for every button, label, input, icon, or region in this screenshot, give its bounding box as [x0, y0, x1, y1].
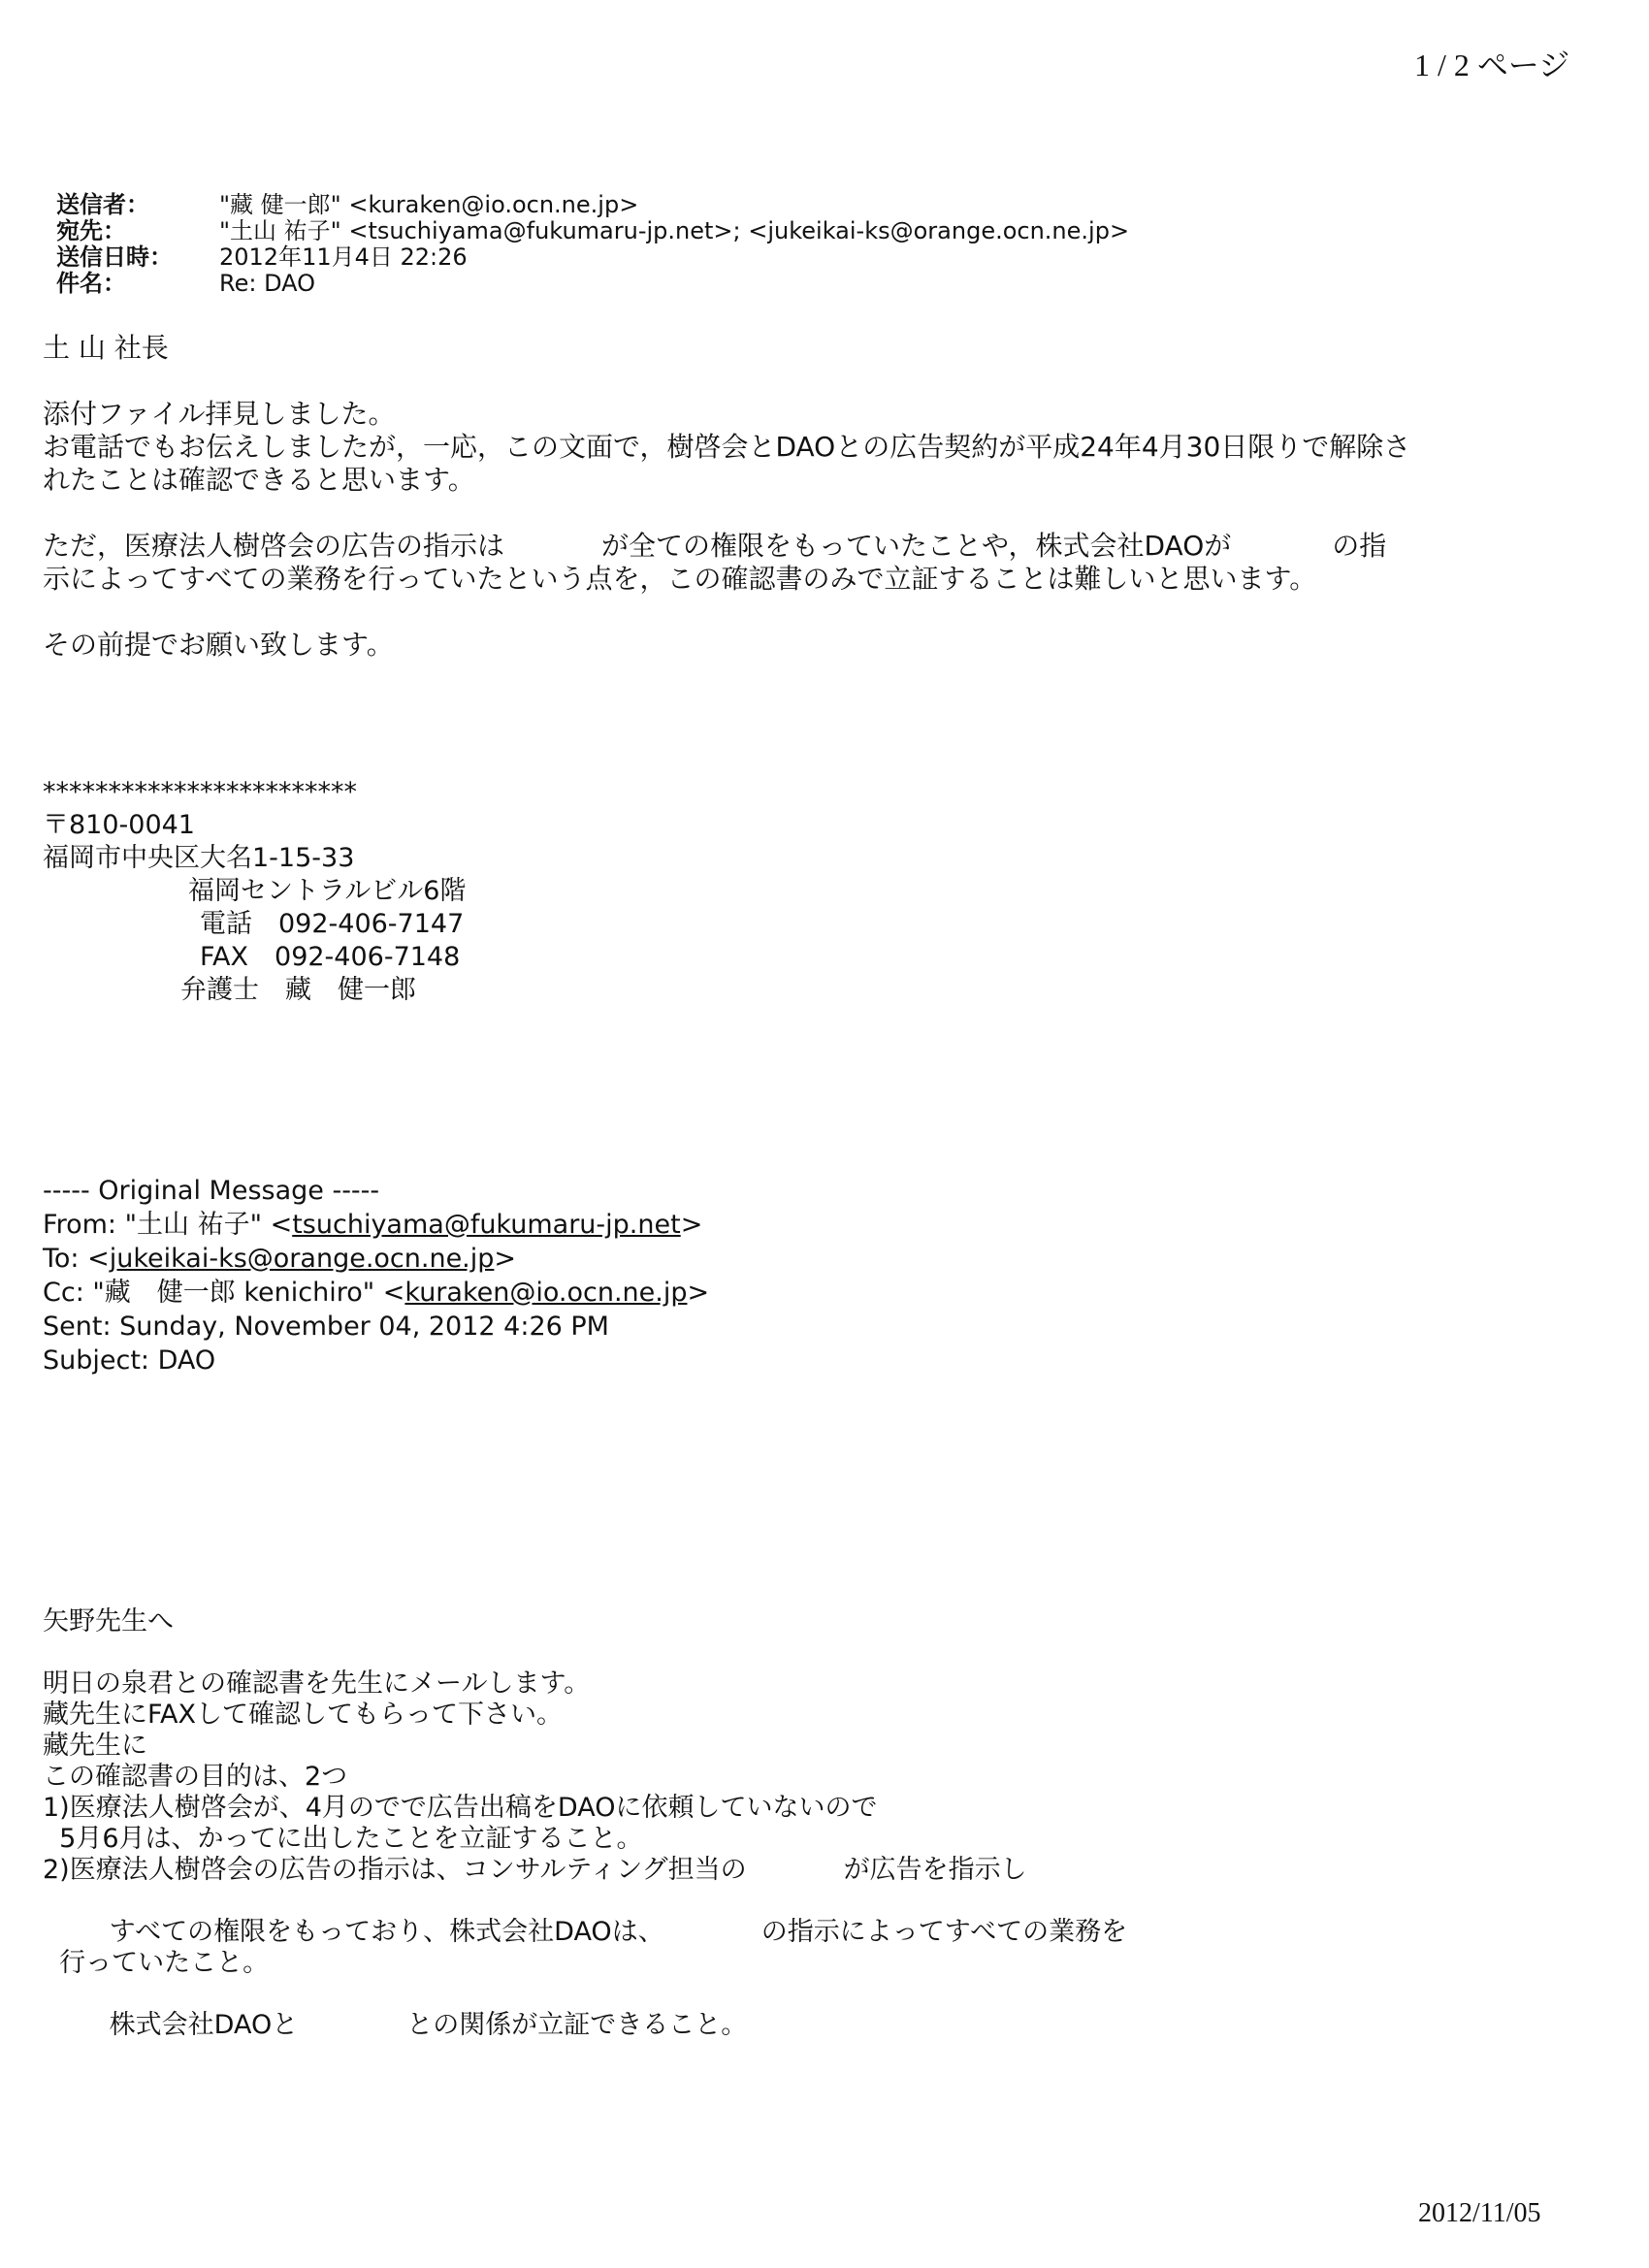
body2-segment: が広告を指示し: [843, 1855, 1027, 1885]
body2-line: [43, 1855, 1127, 1886]
original-cc: Cc: "藏 健一郎 kenichiro" <kuraken@io.ocn.ne.jp>: [43, 1278, 710, 1308]
header-row-date: [56, 244, 1129, 271]
original-from: From: "土山 祐子" <tsuchiyama@fukumaru-jp.net>: [43, 1210, 703, 1240]
from-label: 送信者：: [56, 191, 149, 218]
body2-line: 矢野先生へ: [43, 1606, 174, 1636]
body2-segment: の指示によってすべての業務を: [760, 1917, 1128, 1947]
reply-body: [43, 332, 1410, 662]
original-sent: Sent: Sunday, November 04, 2012 4:26 PM: [43, 1312, 609, 1342]
address: 福岡市中央区大名1-15-33: [43, 843, 355, 873]
date-value: 2012年11月4日 22:26: [219, 243, 468, 271]
body2-line: 藏先生にFAXして確認してもらって下さい。: [43, 1700, 564, 1730]
postal-code: 〒810-0041: [43, 810, 195, 840]
email-header: [56, 192, 1129, 297]
signer-name: 弁護士 藏 健一郎: [180, 975, 416, 1005]
body-line: 示によってすべての業務を行っていたという点を，この確認書のみで立証することは難しいと思います。: [43, 563, 1317, 595]
body2-segment: 株式会社DAOと: [92, 2010, 299, 2040]
original-subject: Subject: DAO: [43, 1345, 216, 1376]
fax: FAX 092-406-7148: [200, 942, 461, 972]
date-label: 送信日時：: [56, 243, 173, 271]
original-to-email-link[interactable]: jukeikai-ks@orange.ocn.ne.jp: [109, 1244, 495, 1274]
original-cc-email-link[interactable]: kuraken@io.ocn.ne.jp: [404, 1278, 688, 1308]
signature-stars: ************************: [43, 777, 357, 807]
body2-line: 5月6月は、かってに出したことを立証すること。: [43, 1824, 643, 1854]
to-value: "土山 祐子" <tsuchiyama@fukumaru-jp.net>; <jukeikai-ks@orange.ocn.ne.jp>: [219, 217, 1130, 244]
greeting: 土 山 社長: [43, 332, 169, 364]
body2-line: 明日の泉君との確認書を先生にメールします。: [43, 1669, 591, 1699]
signature-block: [43, 776, 466, 1007]
body2-line: 1)医療法人樹啓会が、4月のでで広告出稿をDAOに依頼していないので: [43, 1793, 878, 1823]
body-line: お電話でもお伝えしましたが，一応，この文面で，樹啓会とDAOとの広告契約が平成24年4月30日限りで解除さ: [43, 431, 1411, 463]
original-from-email-link[interactable]: tsuchiyama@fukumaru-jp.net: [292, 1210, 681, 1240]
body2-line: この確認書の目的は、2つ: [43, 1762, 348, 1792]
header-row-from: [56, 192, 1129, 218]
telephone: 電話 092-406-7147: [200, 909, 465, 939]
body-line: 添付ファイル拝見しました。: [43, 398, 396, 430]
original-to: To: <jukeikai-ks@orange.ocn.ne.jp>: [43, 1244, 517, 1274]
body-segment: の指: [1332, 530, 1387, 562]
original-from-name: "土山 祐子" <: [124, 1210, 293, 1240]
original-body: [43, 1606, 1128, 2040]
original-message: [43, 1174, 709, 1377]
body-segment: が全ての権限をもっていたことや，株式会社DAOが: [601, 530, 1232, 562]
body2-line: [43, 1979, 1127, 2040]
body2-segment: 2)医療法人樹啓会の広告の指示は、コンサルティング担当の: [43, 1855, 747, 1885]
building: 福岡セントラルビル6階: [188, 876, 467, 906]
body-line: [43, 530, 1410, 563]
footer-date: 2012/11/05: [1418, 2198, 1541, 2228]
body2-line: 藏先生に: [43, 1731, 147, 1761]
body-segment: ただ，医療法人樹啓会の広告の指示は: [43, 530, 505, 562]
subject-label: 件名：: [56, 270, 126, 297]
original-divider: ----- Original Message -----: [43, 1176, 380, 1206]
header-row-subject: [56, 271, 1129, 297]
original-cc-label: Cc: "藏 健一郎 kenichiro" <: [43, 1278, 405, 1308]
page-number: 1 / 2 ページ: [1414, 48, 1570, 82]
original-from-label: From:: [43, 1210, 125, 1240]
to-label: 宛先：: [56, 217, 126, 244]
subject-value: Re: DAO: [219, 270, 316, 297]
body2-line: 行っていたこと。: [43, 1948, 270, 1978]
body-line: その前提でお願い致します。: [43, 629, 394, 661]
body2-segment: との関係が立証できること。: [406, 2010, 748, 2040]
body2-segment: すべての権限をもっており、株式会社DAOは、: [92, 1917, 664, 1947]
original-to-label: To: <: [43, 1244, 110, 1274]
body2-line: [43, 1886, 1128, 1947]
header-row-to: [56, 218, 1129, 244]
from-value: "藏 健一郎" <kuraken@io.ocn.ne.jp>: [219, 191, 639, 218]
body-line: れたことは確認できると思います。: [43, 464, 475, 496]
